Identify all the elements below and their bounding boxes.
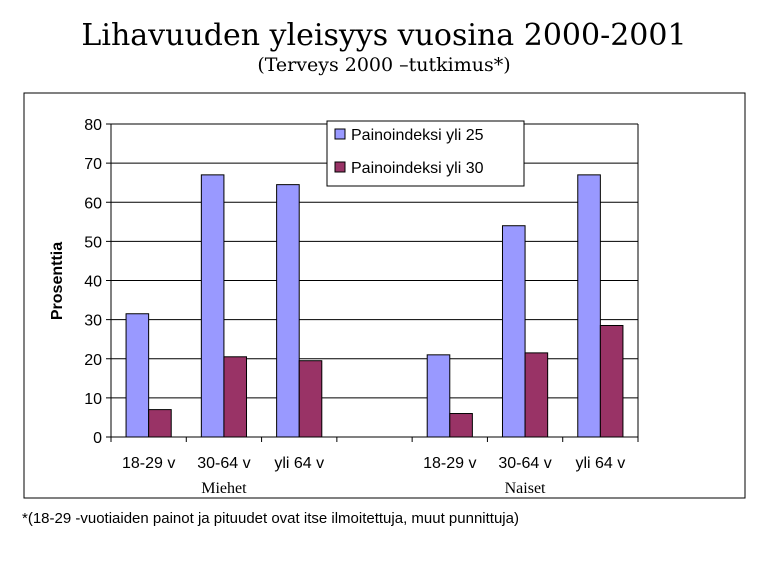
legend [327, 121, 524, 186]
legend-swatch-series-1 [335, 129, 345, 139]
bar-bmi-over-30 [525, 353, 548, 437]
bar-bmi-over-25 [502, 226, 525, 437]
y-tick-label: 30 [84, 312, 102, 330]
y-tick-label: 60 [84, 195, 102, 213]
bar-bmi-over-30 [149, 410, 172, 437]
x-tick-label: yli 64 v [274, 455, 325, 472]
legend-label-series-2: Painoindeksi yli 30 [351, 160, 484, 177]
chart-title: Lihavuuden yleisyys vuosina 2000-2001 [81, 18, 687, 53]
chart-subtitle: (Terveys 2000 –tutkimus*) [257, 54, 511, 76]
y-tick-label: 70 [84, 156, 102, 174]
x-tick-label: 30-64 v [498, 455, 552, 472]
bar-bmi-over-30 [224, 357, 247, 437]
bar-bmi-over-25 [277, 185, 300, 437]
footnote: *(18-29 -vuotiaiden painot ja pituudet ovat itse ilmoitettuja, muut punnittuja) [22, 510, 519, 527]
y-tick-label: 80 [84, 117, 102, 134]
bar-bmi-over-25 [427, 355, 450, 437]
y-tick-label: 10 [84, 390, 102, 408]
x-tick-label: 18-29 v [423, 455, 477, 472]
legend-swatch-series-2 [335, 162, 345, 172]
bar-bmi-over-25 [126, 314, 149, 437]
group-label: Naiset [504, 480, 546, 497]
legend-label-series-1: Painoindeksi yli 25 [351, 127, 484, 144]
y-tick-label: 50 [84, 234, 102, 252]
x-tick-label: yli 64 v [575, 455, 626, 472]
x-tick-label: 30-64 v [197, 455, 251, 472]
bar-bmi-over-30 [450, 414, 473, 437]
y-tick-label: 0 [93, 430, 102, 447]
group-label: Miehet [201, 480, 247, 497]
y-tick-label: 20 [84, 351, 102, 369]
y-axis-label: Prosenttia [49, 241, 66, 321]
bar-bmi-over-30 [299, 361, 322, 437]
bar-bmi-over-30 [600, 325, 623, 437]
bar-bmi-over-25 [578, 175, 601, 437]
y-tick-label: 40 [84, 273, 102, 291]
bar-bmi-over-25 [201, 175, 224, 437]
x-tick-label: 18-29 v [121, 455, 176, 472]
